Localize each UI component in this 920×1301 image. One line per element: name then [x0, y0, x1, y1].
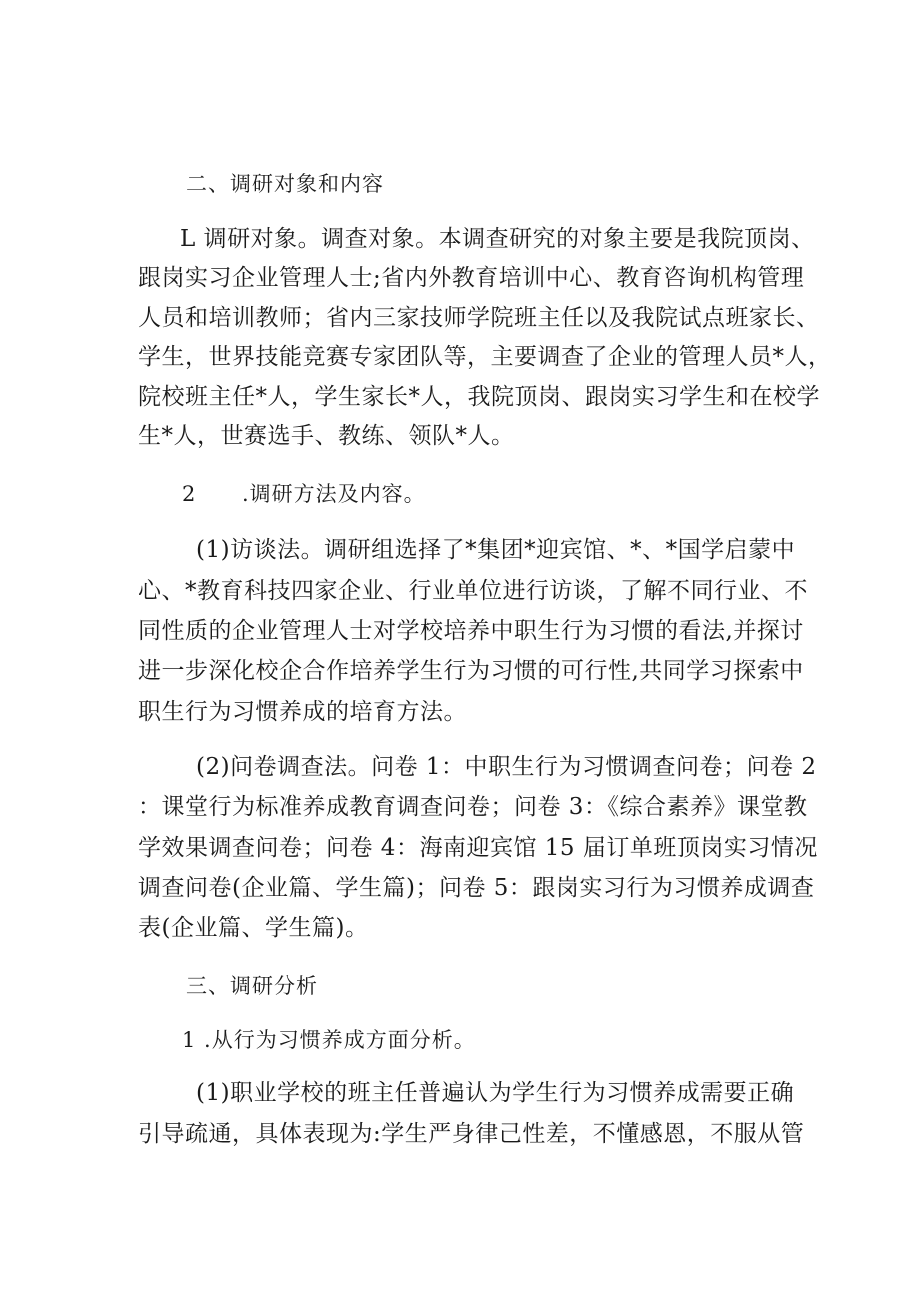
section-heading-2: 二、调研对象和内容 — [186, 172, 384, 196]
item-behavior-analysis: 1 .从行为习惯养成方面分析。 — [182, 1028, 476, 1052]
paragraph-line: 人员和培训教师；省内三家技师学院班主任以及我院试点班家长、 — [138, 305, 820, 331]
item-title: .调研方法及内容。 — [242, 482, 426, 506]
paragraph-line: 院校班主任*人，学生家长*人，我院顶岗、跟岗实习学生和在校学 — [138, 384, 820, 410]
paragraph-line: 跟岗实习企业管理人士;省内外教育培训中心、教育咨询机构管理 — [138, 265, 805, 291]
paragraph-line: L 调研对象。调查对象。本调查研究的对象主要是我院顶岗、 — [180, 226, 815, 252]
paragraph-line: (1)职业学校的班主任普遍认为学生行为习惯养成需要正确 — [196, 1080, 795, 1106]
item-number: 2 — [182, 482, 197, 506]
paragraph-line: 职生行为习惯养成的培育方法。 — [138, 699, 467, 725]
paragraph-line: (2)问卷调查法。问卷 1：中职生行为习惯调查问卷；问卷 2 — [196, 754, 817, 780]
paragraph-line: 学效果调查问卷；问卷 4：海南迎宾馆 15 届订单班顶岗实习情况 — [138, 835, 818, 861]
paragraph-line: 表(企业篇、学生篇)。 — [138, 915, 369, 941]
section-heading-3: 三、调研分析 — [186, 974, 318, 998]
paragraph-line: 调查问卷(企业篇、学生篇)；问卷 5：跟岗实习行为习惯养成调查 — [138, 875, 815, 901]
paragraph-line: (1)访谈法。调研组选择了*集团*迎宾馆、*、*国学启蒙中 — [196, 537, 796, 563]
paragraph-line: 引导疏通，具体表现为:学生严身律己性差，不懂感恩，不服从管 — [138, 1121, 805, 1147]
paragraph-line: 生*人，世赛选手、教练、领队*人。 — [138, 423, 515, 449]
paragraph-line: 心、*教育科技四家企业、行业单位进行访谈，了解不同行业、不 — [138, 578, 808, 604]
paragraph-line: 进一步深化校企合作培养学生行为习惯的可行性,共同学习探索中 — [138, 658, 804, 684]
paragraph-line: 学生，世界技能竞赛专家团队等，主要调查了企业的管理人员*人， — [138, 344, 832, 370]
paragraph-line: 同性质的企业管理人士对学校培养中职生行为习惯的看法,并探讨 — [138, 618, 804, 644]
paragraph-line: ：课堂行为标准养成教育调查问卷；问卷 3：《综合素养》课堂教 — [138, 794, 808, 820]
